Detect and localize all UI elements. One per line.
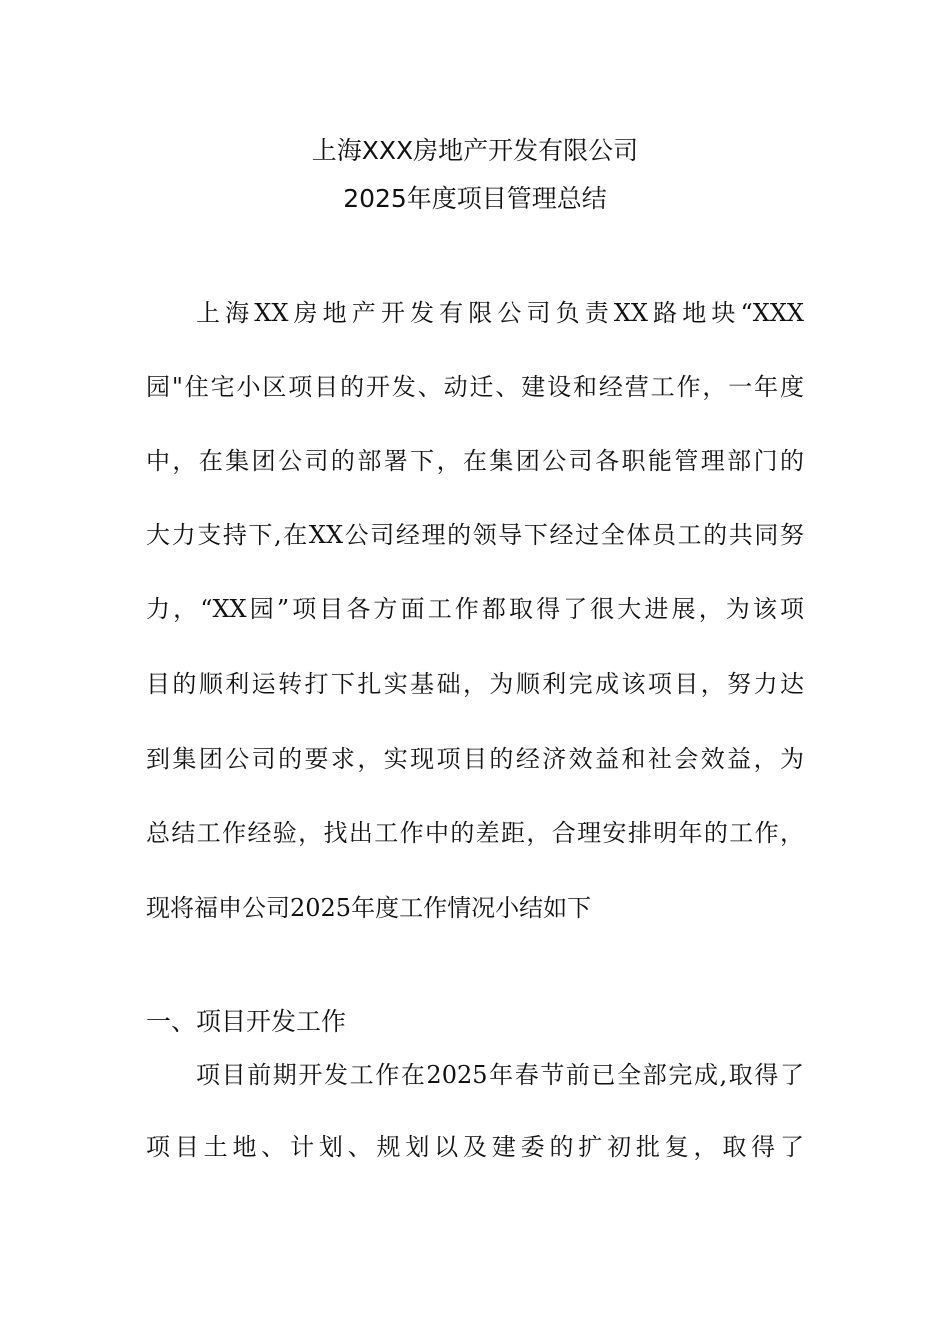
intro-line-1: 上海XX房地产开发有限公司负责XX路地块“XXX <box>196 299 804 327</box>
intro-line-3: 中，在集团公司的部署下，在集团公司各职能管理部门的 <box>146 447 804 475</box>
intro-line-2: 园"住宅小区项目的开发、动迁、建设和经营工作，一年度 <box>146 373 804 401</box>
intro-line-6: 目的顺利运转打下扎实基础，为顺利完成该项目，努力达 <box>146 670 804 698</box>
intro-line-9: 现将福申公司2025年度工作情况小结如下 <box>146 894 592 922</box>
intro-line-7: 到集团公司的要求，实现项目的经济效益和社会效益，为 <box>146 745 804 773</box>
document-title-report: 2025年度项目管理总结 <box>343 184 607 213</box>
section1-line-1: 项目前期开发工作在2025年春节前已全部完成,取得了 <box>196 1061 804 1089</box>
section-heading-project-development: 一、项目开发工作 <box>146 1007 347 1036</box>
section1-line-2: 项目土地、计划、规划以及建委的扩初批复，取得了 <box>146 1133 804 1161</box>
intro-line-4: 大力支持下,在XX公司经理的领导下经过全体员工的共同努 <box>146 521 804 549</box>
intro-line-5: 力，“XX园”项目各方面工作都取得了很大进展，为该项 <box>146 595 804 623</box>
document-title-company: 上海XXX房地产开发有限公司 <box>311 136 639 165</box>
intro-line-8: 总结工作经验，找出工作中的差距，合理安排明年的工作， <box>146 819 804 847</box>
